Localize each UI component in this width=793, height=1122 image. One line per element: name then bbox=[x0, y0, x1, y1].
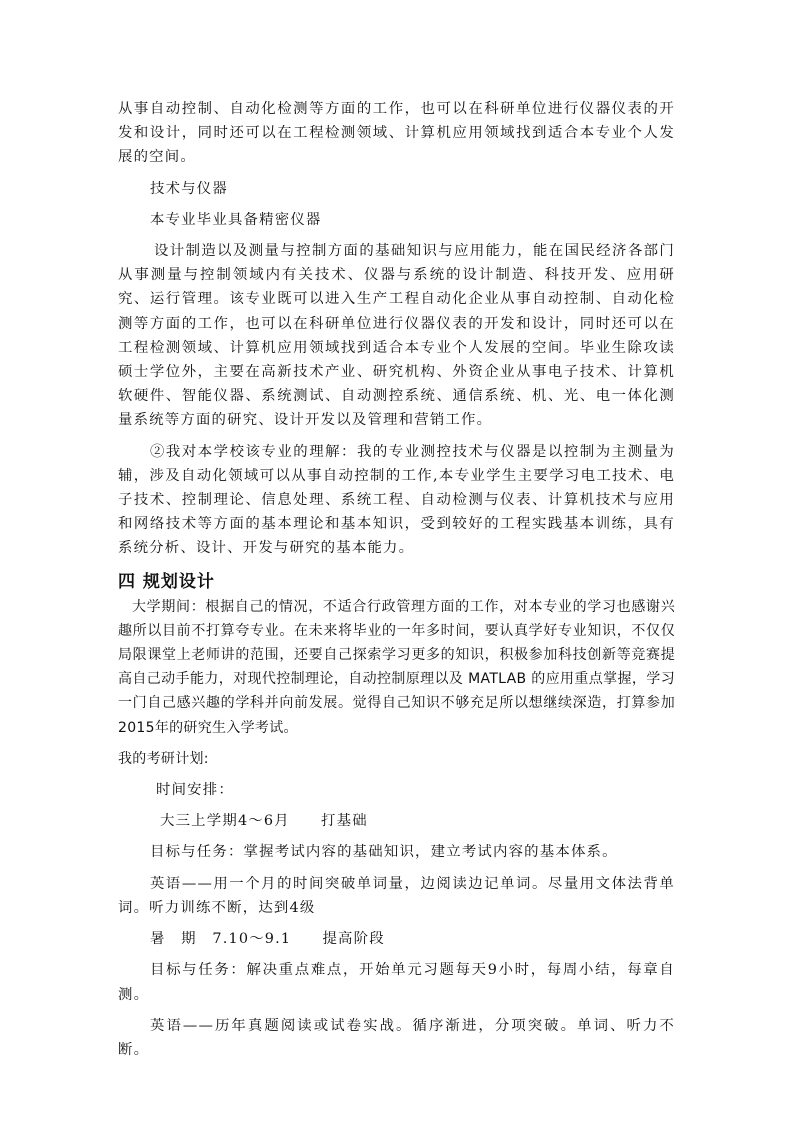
paragraph-exam-plan-title: 我的考研计划: bbox=[118, 750, 209, 767]
paragraph-major-understanding: ②我对本学校该专业的理解：我的专业测控技术与仪器是以控制为主测量为辅，涉及自动化领域可以从事自动控制的工作,本专业学生主要学习电工技术、电子技术、控制理论、信息处理、系统工程、自动检测与仪表、计算机技术与应用和网络技术等方面的基本理论和基本知识，受到较好的工程实践基本训练，具有系统分析、设计、开发与研究的基本能力。 bbox=[118, 443, 675, 557]
paragraph-time-arrangement: 时间安排： bbox=[156, 782, 234, 799]
paragraph-english-practice: 英语——历年真题阅读或试卷实战。循序渐进，分项突破。单词、听力不断。 bbox=[118, 1017, 675, 1058]
paragraph-career-scope: 设计制造以及测量与控制方面的基础知识与应用能力，能在国民经济各部门从事测量与控制领域内有关技术、仪器与系统的设计制造、科技开发、应用研究、运行管理。该专业既可以进入生产工程自动化企业从事自动控制、自动化检测等方面的工作，也可以在科研单位进行仪器仪表的开发和设计，同时还可以在工程检测领域、计算机应用领域找到适合本专业个人发展的空间。毕业生除攻读硕士学位外，主要在高新技术产业、研究机构、外资企业从事电子技术、计算机软硬件、智能仪器、系统测试、自动测控系统、通信系统、机、光、电一体化测量系统等方面的研究、设计开发以及管理和营销工作。 bbox=[118, 243, 675, 429]
paragraph-goal-basic: 目标与任务：掌握考试内容的基础知识，建立考试内容的基本体系。 bbox=[150, 844, 618, 861]
paragraph-college-plan: 大学期间：根据自己的情况，不适合行政管理方面的工作，对本专业的学习也感谢兴趣所以目前不打算夸专业。在未来将毕业的一年多时间，要认真学好专业知识，不仅仅局限课堂上老师讲的范围，还要自己探索学习更多的知识，积极参加科技创新等竞赛提高自己动手能力，对现代控制理论，自动控制原理以及 MATLAB 的应用重点掌握，学习一门自己感兴趣的学科并向前发展。觉得自己知识不够充足所以想继续深造，打算参加2015年的研究生入学考试。 bbox=[118, 598, 675, 736]
paragraph-stage-summer: 暑 期 7.10～9.1 提高阶段 bbox=[150, 931, 385, 948]
paragraph-goal-advanced: 目标与任务：解决重点难点，开始单元习题每天9小时，每周小结，每章自测。 bbox=[118, 962, 675, 1003]
section-heading: 四 规划设计 bbox=[118, 571, 215, 592]
paragraph-english-vocab: 英语——用一个月的时间突破单词量，边阅读边记单词。尽量用文体法背单词。听力训练不断，达到4级 bbox=[118, 875, 675, 916]
paragraph-intro: 从事自动控制、自动化检测等方面的工作，也可以在科研单位进行仪器仪表的开发和设计，同时还可以在工程检测领域、计算机应用领域找到适合本专业个人发展的空间。 bbox=[118, 101, 675, 166]
paragraph-subtitle-instrument: 技术与仪器 bbox=[150, 180, 228, 197]
paragraph-stage-foundation: 大三上学期4～6月 打基础 bbox=[160, 813, 368, 830]
paragraph-subtitle-precision: 本专业毕业具备精密仪器 bbox=[150, 211, 322, 228]
